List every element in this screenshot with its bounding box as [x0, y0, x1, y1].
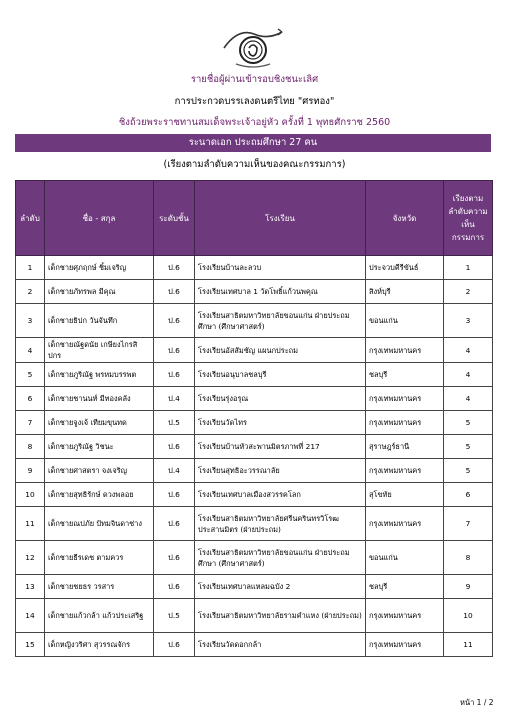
cell-province: กรุงเทพมหานคร	[366, 633, 444, 657]
table-row	[16, 387, 493, 411]
cell-rank: 11	[444, 633, 493, 657]
table-row	[16, 338, 493, 363]
cell-name: เด็กชายแก้วกล้า แก้วประเสริฐ	[45, 599, 154, 633]
cell-rank: 10	[444, 599, 493, 633]
header-name: ชื่อ - สกุล	[45, 181, 154, 256]
cell-name: เด็กชายธิปก วันจันทึก	[45, 304, 154, 338]
cell-grade: ป.5	[154, 411, 195, 435]
title-finalists: รายชื่อผู้ผ่านเข้ารอบชิงชนะเลิศ	[190, 74, 319, 85]
cell-no: 2	[16, 280, 45, 304]
table-row	[16, 411, 493, 435]
cell-rank: 5	[444, 435, 493, 459]
cell-grade: ป.6	[154, 541, 195, 575]
cell-no: 12	[16, 541, 45, 575]
cell-rank: 9	[444, 575, 493, 599]
cell-name: เด็กชายณัฐดนัย เกษียงไกรสิปกร	[45, 338, 154, 363]
cell-grade: ป.6	[154, 338, 195, 363]
cell-name: เด็กชายภัทรพล มีคุณ	[45, 280, 154, 304]
header-rank: เรียงตามลำดับความเห็นกรรมการ	[444, 181, 493, 256]
cell-grade: ป.6	[154, 363, 195, 387]
cell-grade: ป.6	[154, 483, 195, 507]
cell-name: เด็กชายศาสตรา จงเจริญ	[45, 459, 154, 483]
cell-school: โรงเรียนเทศบาลเมืองสวรรคโลก	[195, 483, 366, 507]
cell-no: 5	[16, 363, 45, 387]
table-row	[16, 363, 493, 387]
cell-province: สุโขทัย	[366, 483, 444, 507]
cell-name: เด็กชายธีรเดช ตามควร	[45, 541, 154, 575]
cell-rank: 2	[444, 280, 493, 304]
cell-province: สุราษฎร์ธานี	[366, 435, 444, 459]
cell-grade: ป.4	[154, 459, 195, 483]
cell-no: 9	[16, 459, 45, 483]
finalists-table	[15, 180, 493, 657]
cell-grade: ป.6	[154, 256, 195, 280]
cell-province: กรุงเทพมหานคร	[366, 387, 444, 411]
cell-grade: ป.6	[154, 507, 195, 541]
cell-rank: 4	[444, 363, 493, 387]
cell-grade: ป.5	[154, 599, 195, 633]
cell-province: กรุงเทพมหานคร	[366, 507, 444, 541]
cell-rank: 6	[444, 483, 493, 507]
cell-name: เด็กชายภูริณัฐ วิชนะ	[45, 435, 154, 459]
table-row	[16, 435, 493, 459]
cell-school: โรงเรียนบ้านหัวสะพานมิตรภาพที่ 217	[195, 435, 366, 459]
cell-no: 8	[16, 435, 45, 459]
cell-rank: 3	[444, 304, 493, 338]
cell-school: โรงเรียนสาธิตมหาวิทยาลัยรามคำแหง (ฝ่ายประถม)	[195, 599, 366, 633]
table-row	[16, 483, 493, 507]
header-province: จังหวัด	[366, 181, 444, 256]
cell-no: 3	[16, 304, 45, 338]
cell-name: เด็กชายภูริณัฐ พรหมบรรพต	[45, 363, 154, 387]
cell-no: 1	[16, 256, 45, 280]
title-contest: การประกวดบรรเลงดนตรีไทย "ศรทอง"	[174, 96, 335, 107]
table-header-row	[16, 181, 493, 256]
cell-province: กรุงเทพมหานคร	[366, 411, 444, 435]
order-note: (เรียงตามลำดับความเห็นของคณะกรรมการ)	[163, 159, 346, 170]
table-row	[16, 304, 493, 338]
category-banner: ระนาดเอก ประถมศึกษา 27 คน	[15, 134, 491, 152]
table-row	[16, 599, 493, 633]
cell-grade: ป.4	[154, 387, 195, 411]
cell-no: 6	[16, 387, 45, 411]
cell-no: 11	[16, 507, 45, 541]
cell-school: โรงเรียนสาธิตมหาวิทยาลัยขอนแก่น ฝ่ายประถมศึกษา (ศึกษาศาสตร์)	[195, 304, 366, 338]
cell-name: เด็กชายสุทธิรักษ์ ดวงพลอย	[45, 483, 154, 507]
cell-name: เด็กชายศุภฤกษ์ ชิ้มเจริญ	[45, 256, 154, 280]
table-row	[16, 507, 493, 541]
cell-school: โรงเรียนวัดดอกกล้า	[195, 633, 366, 657]
cell-school: โรงเรียนสาธิตมหาวิทยาลัยศรีนครินทรวิโรฒ ประสานมิตร (ฝ่ายประถม)	[195, 507, 366, 541]
table-row	[16, 541, 493, 575]
table-row	[16, 633, 493, 657]
cell-no: 4	[16, 338, 45, 363]
page-number: หน้า 1 / 2	[460, 698, 494, 707]
cell-province: กรุงเทพมหานคร	[366, 338, 444, 363]
cell-no: 14	[16, 599, 45, 633]
cell-province: กรุงเทพมหานคร	[366, 599, 444, 633]
srithong-emblem-logo	[218, 26, 288, 70]
cell-rank: 7	[444, 507, 493, 541]
cell-province: กรุงเทพมหานคร	[366, 459, 444, 483]
table-row	[16, 256, 493, 280]
cell-rank: 1	[444, 256, 493, 280]
header-grade: ระดับชั้น	[154, 181, 195, 256]
cell-school: โรงเรียนเทศบาล 1 วัดโพธิ์แก้วนพคุณ	[195, 280, 366, 304]
table-row	[16, 459, 493, 483]
cell-grade: ป.6	[154, 633, 195, 657]
cell-school: โรงเรียนสาธิตมหาวิทยาลัยขอนแก่น ฝ่ายประถมศึกษา (ศึกษาศาสตร์)	[195, 541, 366, 575]
cell-rank: 8	[444, 541, 493, 575]
cell-rank: 5	[444, 459, 493, 483]
cell-name: เด็กชายณปภัย ปัทมจินดาช่าง	[45, 507, 154, 541]
table-row	[16, 280, 493, 304]
table-row	[16, 575, 493, 599]
cell-name: เด็กชายชยธร วรสาร	[45, 575, 154, 599]
cell-school: โรงเรียนวัดไทร	[195, 411, 366, 435]
cell-grade: ป.6	[154, 575, 195, 599]
cell-no: 13	[16, 575, 45, 599]
cell-no: 15	[16, 633, 45, 657]
cell-school: โรงเรียนบ้านละลวบ	[195, 256, 366, 280]
cell-province: ชลบุรี	[366, 575, 444, 599]
cell-school: โรงเรียนอนุบาลชลบุรี	[195, 363, 366, 387]
cell-school: โรงเรียนรุ่งอรุณ	[195, 387, 366, 411]
cell-rank: 4	[444, 387, 493, 411]
header-no: ลำดับ	[16, 181, 45, 256]
cell-name: เด็กชายจูงเจ้ เทียมขุนทด	[45, 411, 154, 435]
cell-no: 7	[16, 411, 45, 435]
cell-name: เด็กหญิงวริศา สุวรรณจักร	[45, 633, 154, 657]
cell-grade: ป.6	[154, 435, 195, 459]
cell-province: ขอนแก่น	[366, 541, 444, 575]
cell-province: ขอนแก่น	[366, 304, 444, 338]
header-school: โรงเรียน	[195, 181, 366, 256]
cell-no: 10	[16, 483, 45, 507]
cell-name: เด็กชายชานนท์ มีทองคลัง	[45, 387, 154, 411]
cell-school: โรงเรียนเทศบาลแหลมฉบัง 2	[195, 575, 366, 599]
cell-grade: ป.6	[154, 304, 195, 338]
cell-rank: 4	[444, 338, 493, 363]
cell-school: โรงเรียนอัสสัมชัญ แผนกประถม	[195, 338, 366, 363]
cell-grade: ป.6	[154, 280, 195, 304]
cell-province: ประจวบคีรีขันธ์	[366, 256, 444, 280]
title-royal-trophy: ชิงถ้วยพระราชทานสมเด็จพระเจ้าอยู่หัว ครั้งที่ 1 พุทธศักราช 2560	[118, 117, 391, 128]
cell-province: ชลบุรี	[366, 363, 444, 387]
cell-rank: 5	[444, 411, 493, 435]
cell-school: โรงเรียนสุทธิอะวรรณาลัย	[195, 459, 366, 483]
cell-province: สิงห์บุรี	[366, 280, 444, 304]
